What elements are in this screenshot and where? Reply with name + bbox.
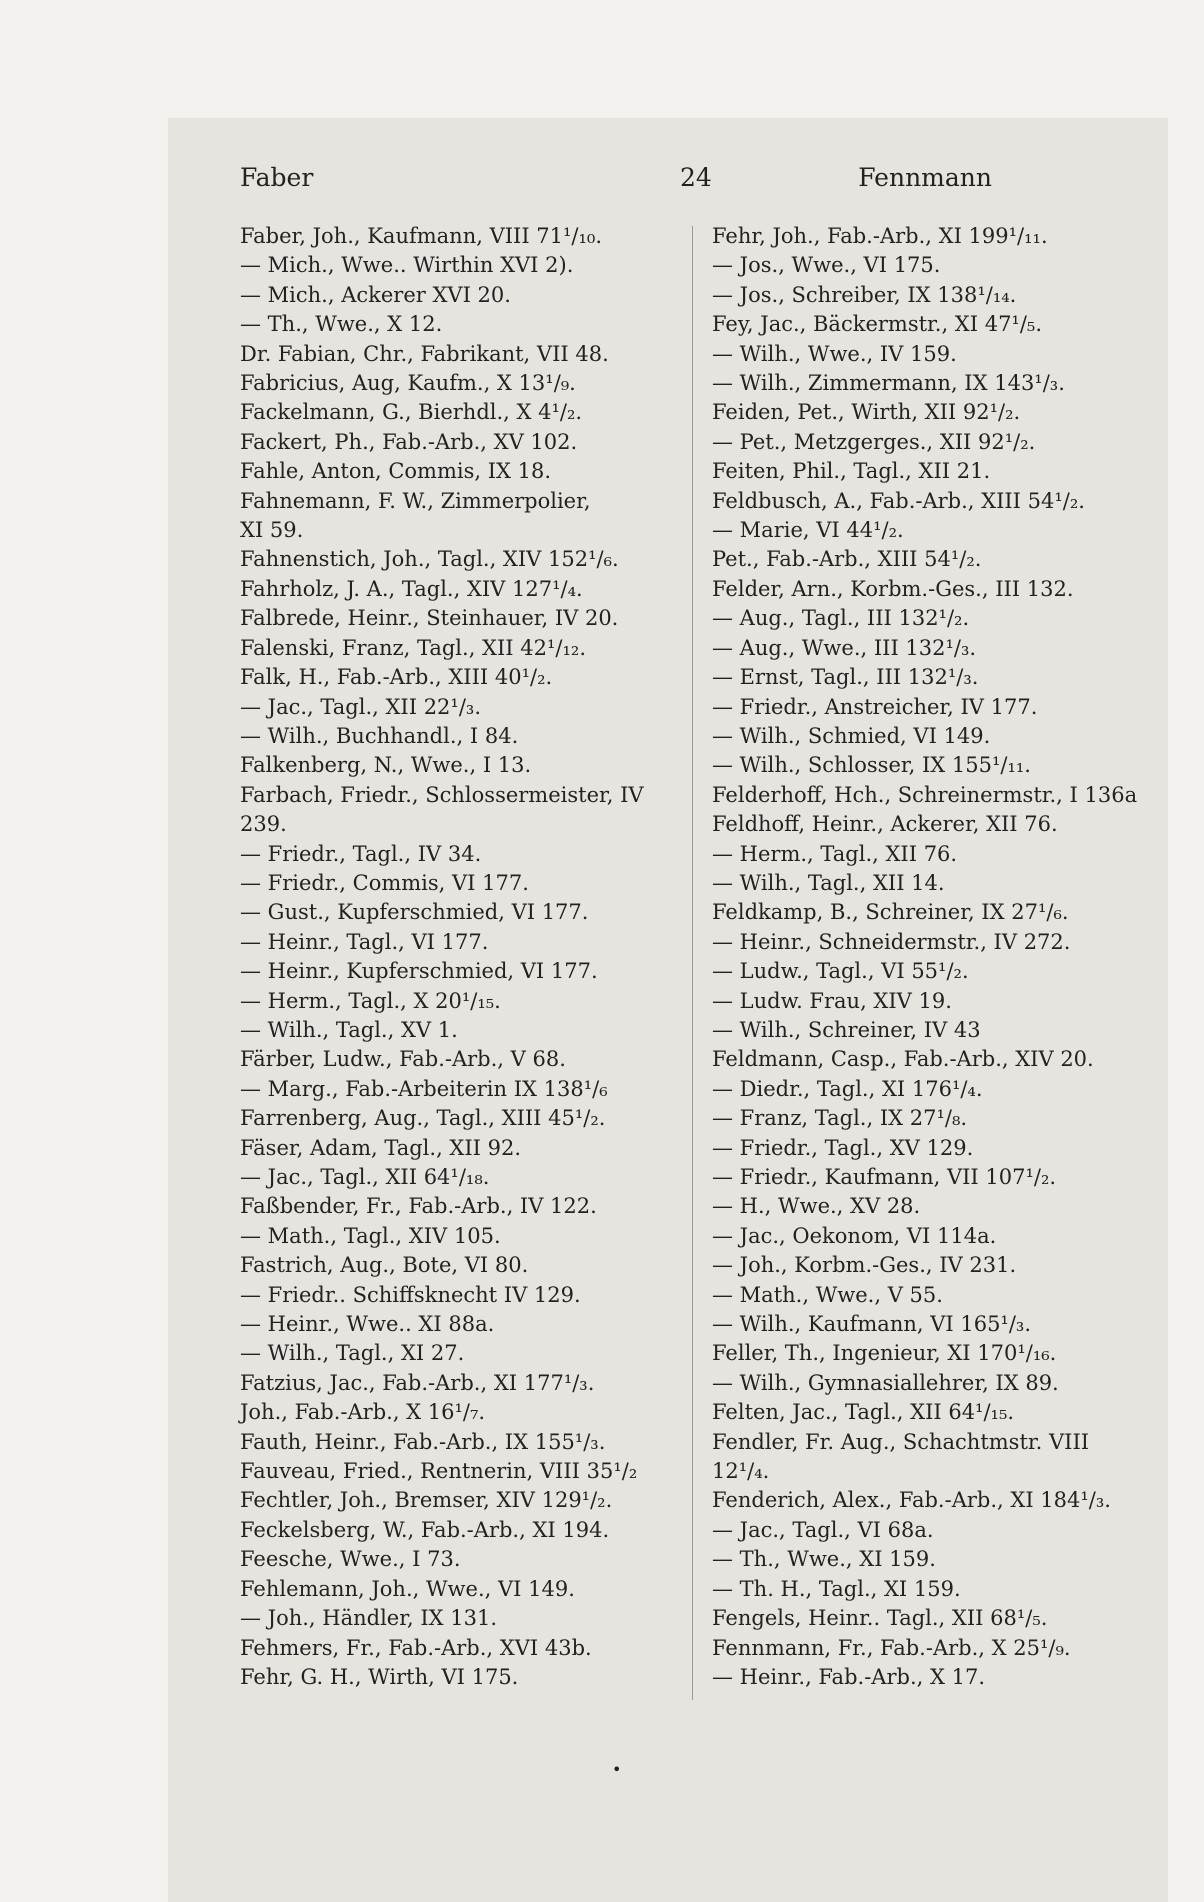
directory-entry: Falkenberg, N., Wwe., I 13. [240,753,532,778]
directory-entry: — Mich., Wwe.. Wirthin XVI 2). [240,253,574,278]
directory-entry: Feldmann, Casp., Fab.-Arb., XIV 20. [712,1047,1094,1072]
directory-entry: 12¹/₄. [712,1459,770,1484]
directory-entry: — Joh., Händler, IX 131. [240,1606,497,1631]
directory-entry: — Jac., Tagl., XII 22¹/₃. [240,694,482,719]
directory-entry: — Wilh., Schmied, VI 149. [712,723,991,748]
directory-entry: — Math., Tagl., XIV 105. [240,1223,501,1248]
directory-entry: Faber, Joh., Kaufmann, VIII 71¹/₁₀. [240,224,603,248]
directory-entry: Fahnenstich, Joh., Tagl., XIV 152¹/₆. [240,547,619,572]
directory-entry: 239. [240,812,287,837]
directory-entry: — Friedr.. Schiffsknecht IV 129. [240,1282,581,1307]
directory-entry: — Wilh., Tagl., XII 14. [712,870,945,895]
directory-entry: — Heinr., Wwe.. XI 88a. [240,1312,495,1337]
directory-entry: — Diedr., Tagl., XI 176¹/₄. [712,1076,983,1101]
directory-entry: Fauth, Heinr., Fab.-Arb., IX 155¹/₃. [240,1429,606,1454]
directory-entry: Fahnemann, F. W., Zimmerpolier, [240,488,591,513]
directory-entry: Fehlemann, Joh., Wwe., VI 149. [240,1576,575,1601]
directory-entry: — Herm., Tagl., X 20¹/₁₅. [240,988,501,1013]
directory-entry: — Wilh., Tagl., XV 1. [240,1017,458,1042]
directory-entry: — Aug., Tagl., III 132¹/₂. [712,606,970,631]
directory-entry: — Ludw. Frau, XIV 19. [712,988,952,1013]
directory-entry: — Wilh., Schlosser, IX 155¹/₁₁. [712,753,1031,778]
footer-mark: • [612,1760,622,1779]
directory-entry: — Joh., Korbm.-Ges., IV 231. [712,1253,1017,1278]
right-column [712,222,1152,1700]
directory-entry: — Jos., Schreiber, IX 138¹/₁₄. [712,282,1017,307]
directory-entry: — Wilh., Tagl., XI 27. [240,1341,465,1366]
directory-entry: Fechtler, Joh., Bremser, XIV 129¹/₂. [240,1488,613,1513]
directory-entry: Farrenberg, Aug., Tagl., XIII 45¹/₂. [240,1106,606,1131]
directory-entry: Fehr, Joh., Fab.-Arb., XI 199¹/₁₁. [712,224,1048,248]
directory-entry: Feiden, Pet., Wirth, XII 92¹/₂. [712,400,1021,425]
directory-entry: XI 59. [240,518,304,543]
directory-entry: — H., Wwe., XV 28. [712,1194,921,1219]
page-number: 24 [680,163,712,192]
directory-entry: — Mich., Ackerer XVI 20. [240,282,511,307]
directory-entry: — Ernst, Tagl., III 132¹/₃. [712,665,979,690]
directory-entry: — Herm., Tagl., XII 76. [712,841,958,866]
directory-entry: Feldkamp, B., Schreiner, IX 27¹/₆. [712,900,1069,925]
directory-entry: — Heinr., Kupferschmied, VI 177. [240,959,598,984]
directory-entry: Fäser, Adam, Tagl., XII 92. [240,1135,522,1160]
running-head-right: Fennmann [858,163,992,192]
directory-entry: Fehmers, Fr., Fab.-Arb., XVI 43b. [240,1635,592,1660]
directory-entry: — Pet., Metzgerges., XII 92¹/₂. [712,429,1036,454]
directory-entry: — Marie, VI 44¹/₂. [712,518,904,543]
directory-entry: Faßbender, Fr., Fab.-Arb., IV 122. [240,1194,597,1219]
directory-entry: — Friedr., Anstreicher, IV 177. [712,694,1038,719]
directory-entry: Pet., Fab.-Arb., XIII 54¹/₂. [712,547,982,572]
directory-entry: Feesche, Wwe., I 73. [240,1547,461,1572]
directory-entry: Fennmann, Fr., Fab.-Arb., X 25¹/₉. [712,1635,1071,1660]
directory-entry: Falenski, Franz, Tagl., XII 42¹/₁₂. [240,635,586,660]
directory-entry: Fauveau, Fried., Rentnerin, VIII 35¹/₂ [240,1459,638,1484]
directory-entry: — Wilh., Wwe., IV 159. [712,341,957,366]
directory-entry: — Jac., Tagl., XII 64¹/₁₈. [240,1165,490,1189]
directory-entry: — Franz, Tagl., IX 27¹/₈. [712,1106,968,1131]
directory-entry: Felder, Arn., Korbm.-Ges., III 132. [712,576,1074,601]
directory-entry: Farbach, Friedr., Schlossermeister, IV [240,782,644,807]
directory-entry: Fahrholz, J. A., Tagl., XIV 127¹/₄. [240,576,583,601]
directory-entry: — Math., Wwe., V 55. [712,1282,943,1307]
directory-entry: — Wilh., Buchhandl., I 84. [240,723,519,748]
left-column [240,222,670,1700]
directory-entry: — Wilh., Kaufmann, VI 165¹/₃. [712,1312,1032,1337]
directory-entry: — Heinr., Fab.-Arb., X 17. [712,1664,985,1689]
directory-entry: Feiten, Phil., Tagl., XII 21. [712,459,991,484]
directory-entry: — Friedr., Tagl., IV 34. [240,841,482,866]
directory-entry: Fey, Jac., Bäckermstr., XI 47¹/₅. [712,312,1043,337]
directory-entry: — Heinr., Tagl., VI 177. [240,929,489,954]
directory-entry: — Gust., Kupferschmied, VI 177. [240,900,589,925]
directory-entry: — Th., Wwe., XI 159. [712,1547,936,1572]
directory-entry: — Ludw., Tagl., VI 55¹/₂. [712,959,969,984]
directory-entry: — Wilh., Zimmermann, IX 143¹/₃. [712,371,1065,396]
directory-entry: Felderhoff, Hch., Schreinermstr., I 136a [712,782,1138,807]
directory-entry: Fendler, Fr. Aug., Schachtmstr. VIII [712,1429,1090,1454]
directory-entry: Falbrede, Heinr., Steinhauer, IV 20. [240,606,619,631]
directory-entry: — Th., Wwe., X 12. [240,312,443,337]
directory-entry: — Friedr., Tagl., XV 129. [712,1135,974,1160]
directory-entry: Fabricius, Aug, Kaufm., X 13¹/₉. [240,371,576,396]
directory-entry: — Marg., Fab.-Arbeiterin IX 138¹/₆ [240,1076,608,1101]
running-head-left: Faber [240,163,314,192]
directory-entry: Fenderich, Alex., Fab.-Arb., XI 184¹/₃. [712,1488,1111,1513]
directory-entry: — Th. H., Tagl., XI 159. [712,1576,961,1601]
directory-entry: Feldbusch, A., Fab.-Arb., XIII 54¹/₂. [712,488,1085,513]
column-divider [692,226,693,1700]
directory-entry: Falk, H., Fab.-Arb., XIII 40¹/₂. [240,665,553,690]
directory-entry: Fahle, Anton, Commis, IX 18. [240,459,552,484]
directory-entry: Fatzius, Jac., Fab.-Arb., XI 177¹/₃. [240,1370,595,1395]
directory-entry: Joh., Fab.-Arb., X 16¹/₇. [240,1400,486,1425]
directory-entry: — Friedr., Kaufmann, VII 107¹/₂. [712,1165,1057,1189]
directory-entry: Feller, Th., Ingenieur, XI 170¹/₁₆. [712,1341,1057,1366]
directory-entry: Färber, Ludw., Fab.-Arb., V 68. [240,1047,566,1072]
directory-entry: Fastrich, Aug., Bote, VI 80. [240,1253,529,1278]
directory-entry: Fehr, G. H., Wirth, VI 175. [240,1664,519,1689]
directory-entry: — Wilh., Gymnasiallehrer, IX 89. [712,1370,1059,1395]
directory-entry: — Friedr., Commis, VI 177. [240,870,529,895]
directory-entry: — Jac., Tagl., VI 68a. [712,1517,934,1542]
directory-entry: — Heinr., Schneidermstr., IV 272. [712,929,1071,954]
directory-entry: — Wilh., Schreiner, IV 43 [712,1017,981,1042]
directory-entry: — Jac., Oekonom, VI 114a. [712,1223,997,1248]
directory-entry: Feldhoff, Heinr., Ackerer, XII 76. [712,812,1058,837]
directory-entry: Dr. Fabian, Chr., Fabrikant, VII 48. [240,341,609,366]
directory-entry: — Jos., Wwe., VI 175. [712,253,941,278]
directory-entry: Fackert, Ph., Fab.-Arb., XV 102. [240,429,578,454]
directory-entry: — Aug., Wwe., III 132¹/₃. [712,635,977,660]
directory-entry: Fackelmann, G., Bierhdl., X 4¹/₂. [240,400,583,425]
directory-entry: Feckelsberg, W., Fab.-Arb., XI 194. [240,1517,610,1542]
page-header [240,158,992,198]
directory-entry: Felten, Jac., Tagl., XII 64¹/₁₅. [712,1400,1015,1425]
directory-entry: Fengels, Heinr.. Tagl., XII 68¹/₅. [712,1606,1048,1631]
